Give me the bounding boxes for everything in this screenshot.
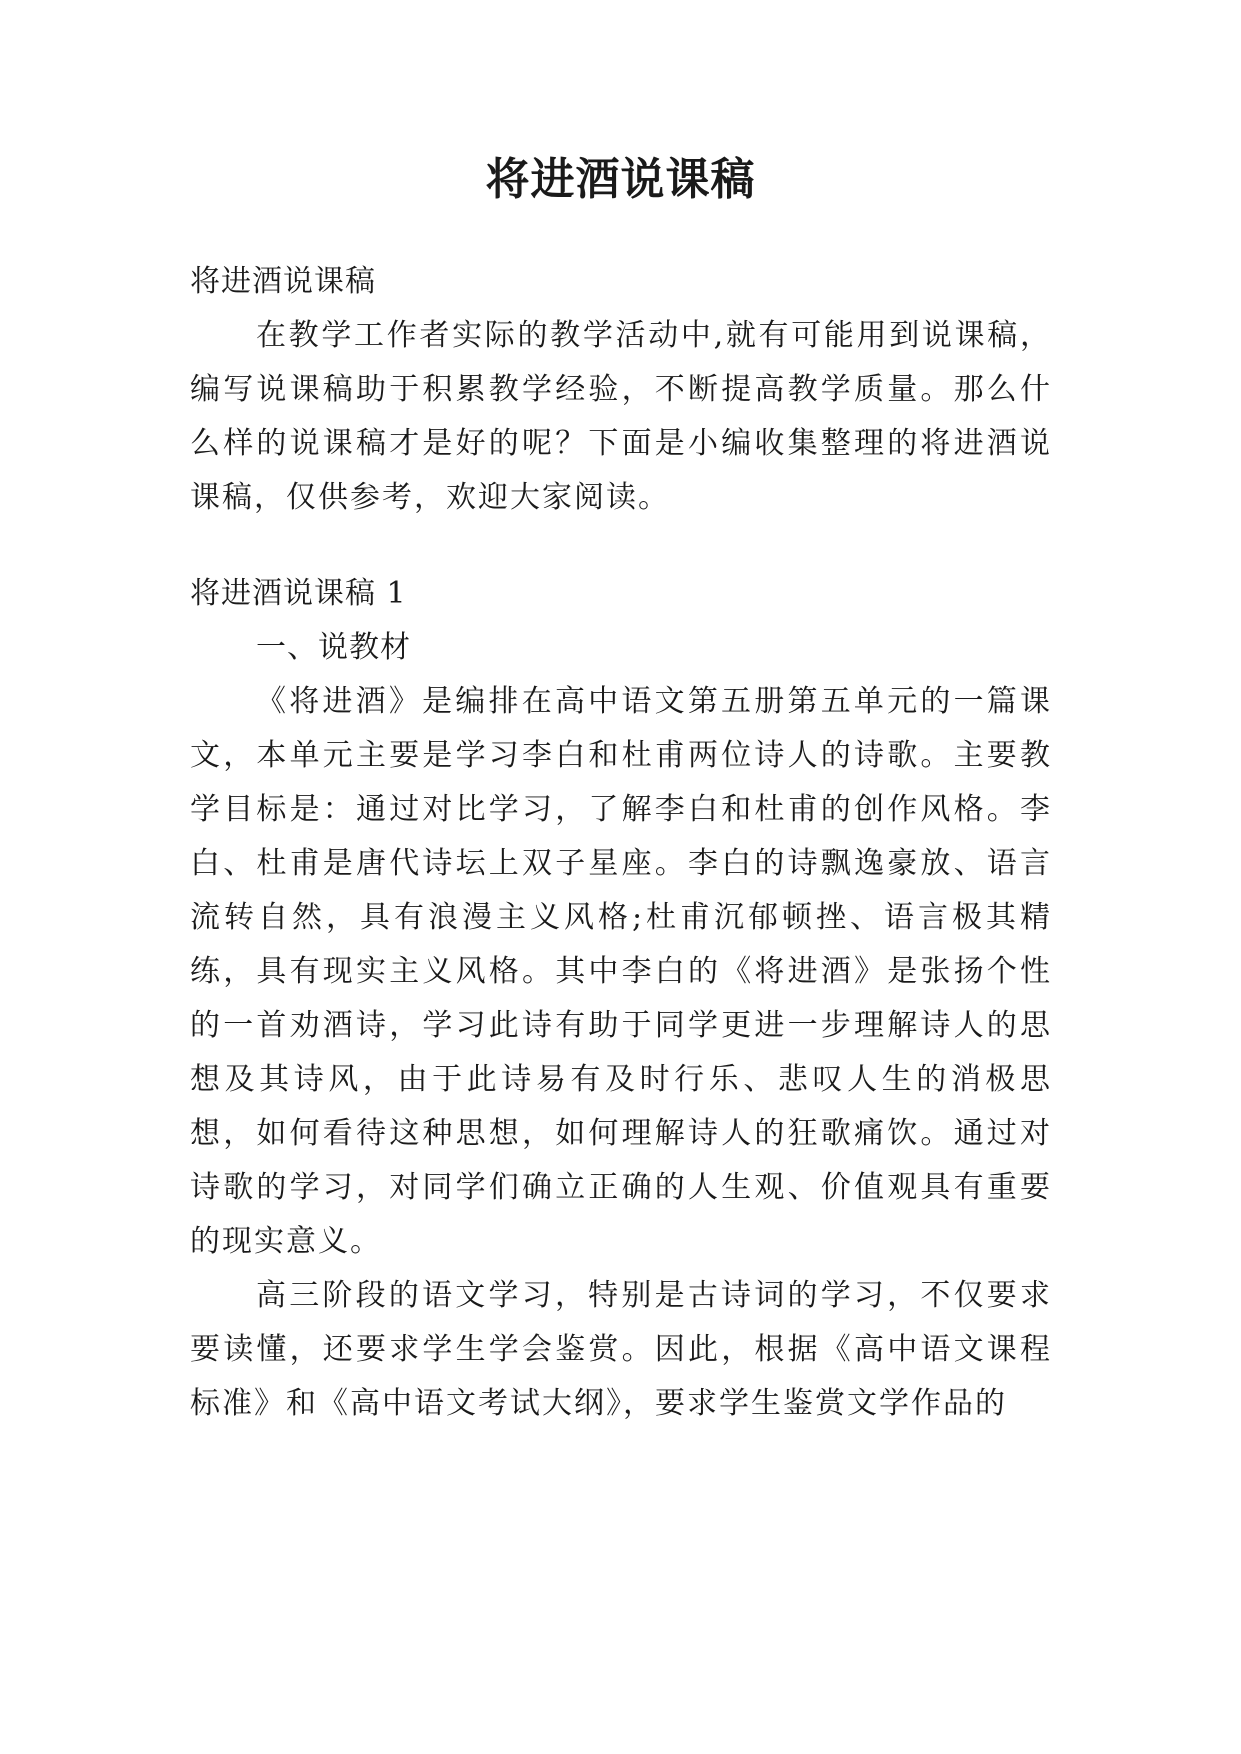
subsection-heading-teaching-material: 一、说教材: [256, 630, 411, 665]
intro-paragraph: 在教学工作者实际的教学活动中,就有可能用到说课稿，编写说课稿助于积累教学经验，不断提高教学质量。那么什么样的说课稿才是好的呢？下面是小编收集整理的将进酒说课稿，仅供参考，欢迎大家阅读。: [190, 318, 1052, 515]
section-heading-1: 将进酒说课稿 1: [190, 576, 407, 611]
paragraph-teaching-material: 《将进酒》是编排在高中语文第五册第五单元的一篇课文，本单元主要是学习李白和杜甫两位诗人的诗歌。主要教学目标是：通过对比学习，了解李白和杜甫的创作风格。李白、杜甫是唐代诗坛上双子星座。李白的诗飘逸豪放、语言流转自然，具有浪漫主义风格;杜甫沉郁顿挫、语言极其精练，具有现实主义风格。其中李白的《将进酒》是张扬个性的一首劝酒诗，学习此诗有助于同学更进一步理解诗人的思想及其诗风，由于此诗易有及时行乐、悲叹人生的消极思想，如何看待这种思想，如何理解诗人的狂歌痛饮。通过对诗歌的学习，对同学们确立正确的人生观、价值观具有重要的现实意义。: [190, 684, 1052, 1259]
intro-heading: 将进酒说课稿: [190, 264, 376, 299]
document-title: 将进酒说课稿: [485, 154, 756, 205]
paragraph-senior-three-study: 高三阶段的语文学习，特别是古诗词的学习，不仅要求要读懂，还要求学生学会鉴赏。因此，根据《高中语文课程标准》和《高中语文考试大纲》，要求学生鉴赏文学作品的: [190, 1278, 1052, 1421]
